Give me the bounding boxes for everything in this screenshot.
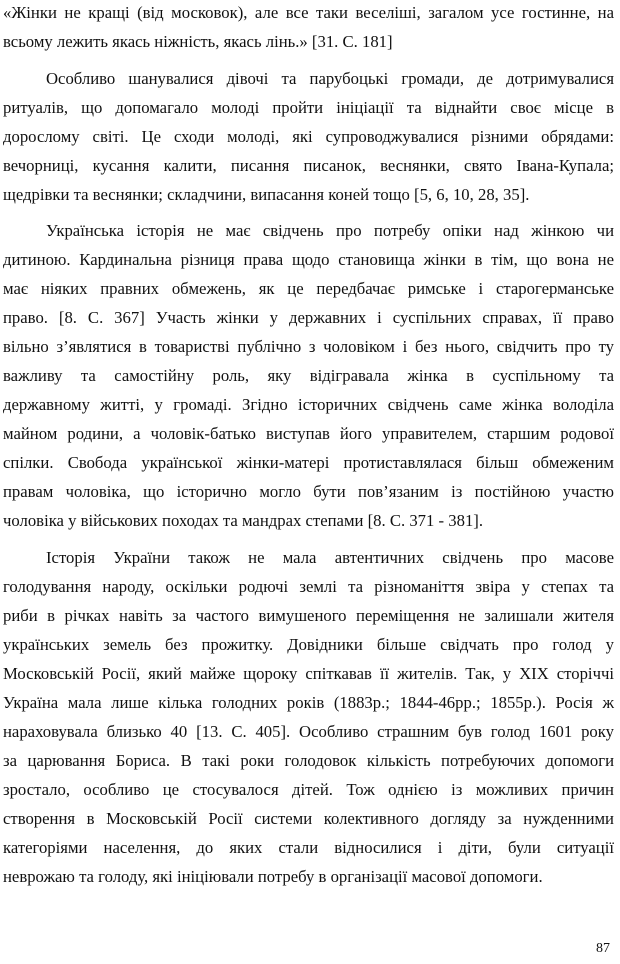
text-line: Українська історія не має свідчень про потребу опіки над жінкою чи [46,221,614,240]
text-line: нараховувала близько 40 [13. С. 405]. Особливо страшним був голод 1601 року [3,722,614,741]
text-line: всьому лежить якась ніжність, якась лінь.» [31. С. 181] [3,32,393,51]
text-line: категоріями населення, до яких стали відносилися і діти, були ситуації [3,838,614,857]
text-line: спілки. Свобода української жінки-матері протиставлялася більш обмеженим [3,453,614,472]
text-line: дитиною. Кардинальна різниця права щодо становища жінки в тім, що вона не [3,250,614,269]
text-line: «Жінки не кращі (від московок), але все таки веселіші, загалом усе гостинне, на [3,3,614,22]
text-line: голодування народу, оскільки родючі землі та різноманіття звіра у степах та [3,577,614,596]
text-line: право. [8. С. 367] Участь жінки у державних і суспільних справах, її право [3,308,614,327]
text-line: державному житті, у громаді. Згідно історичних свідчень саме жінка володіла [3,395,614,414]
page-number: 87 [596,941,610,956]
text-line: Московській Росії, який майже щороку спіткавав її жителів. Так, у XIX сторіччі [3,664,614,683]
text-line: за царювання Бориса. В такі роки голодовок кількість потребуючих допомоги [3,751,614,770]
text-line: майном родини, а чоловік-батько виступав його управителем, старшим родової [3,424,614,443]
text-line: дорослому світі. Це сходи молоді, які супроводжувалися різними обрядами: [3,127,614,146]
text-line: зростало, особливо це стосувалося дітей. Тож однією із можливих причин [3,780,614,799]
text-line: Історія України також не мала автентичних свідчень про масове [46,548,614,567]
text-line: Україна мала лише кілька голодних років (1883р.; 1844-46рр.; 1855р.). Росія ж [3,693,614,712]
text-line: створення в Московській Росії системи колективного догляду за нужденними [3,809,614,828]
text-line: неврожаю та голоду, які ініціювали потребу в організації масової допомоги. [3,867,543,886]
text-line: риби в річках навіть за частого вимушеного переміщення не залишали жителя [3,606,614,625]
text-line: ритуалів, що допомагало молоді пройти ініціації та віднайти своє місце в [3,98,614,117]
text-line: щедрівки та веснянки; складчини, випасання коней тощо [5, 6, 10, 28, 35]. [3,185,530,204]
text-line: вечорниці, кусання калити, писання писанок, веснянки, свято Івана-Купала; [3,156,614,175]
text-line: має ніяких правних обмежень, як це передбачає римське і старогерманське [3,279,614,298]
text-line: українських земель без прожитку. Довідники більше свідчать про голод у [3,635,614,654]
text-line: вільно з’являтися в товаристві публічно з чоловіком і без нього, свідчить про ту [3,337,614,356]
text-line: правам чоловіка, що історично могло бути пов’язаним із постійною участю [3,482,614,501]
text-line: важливу та самостійну роль, яку відігравала жінка в суспільному та [3,366,614,385]
text-line: чоловіка у військових походах та мандрах степами [8. С. 371 - 381]. [3,511,484,530]
text-line: Особливо шанувалися дівочі та парубоцькі громади, де дотримувалися [46,69,614,88]
